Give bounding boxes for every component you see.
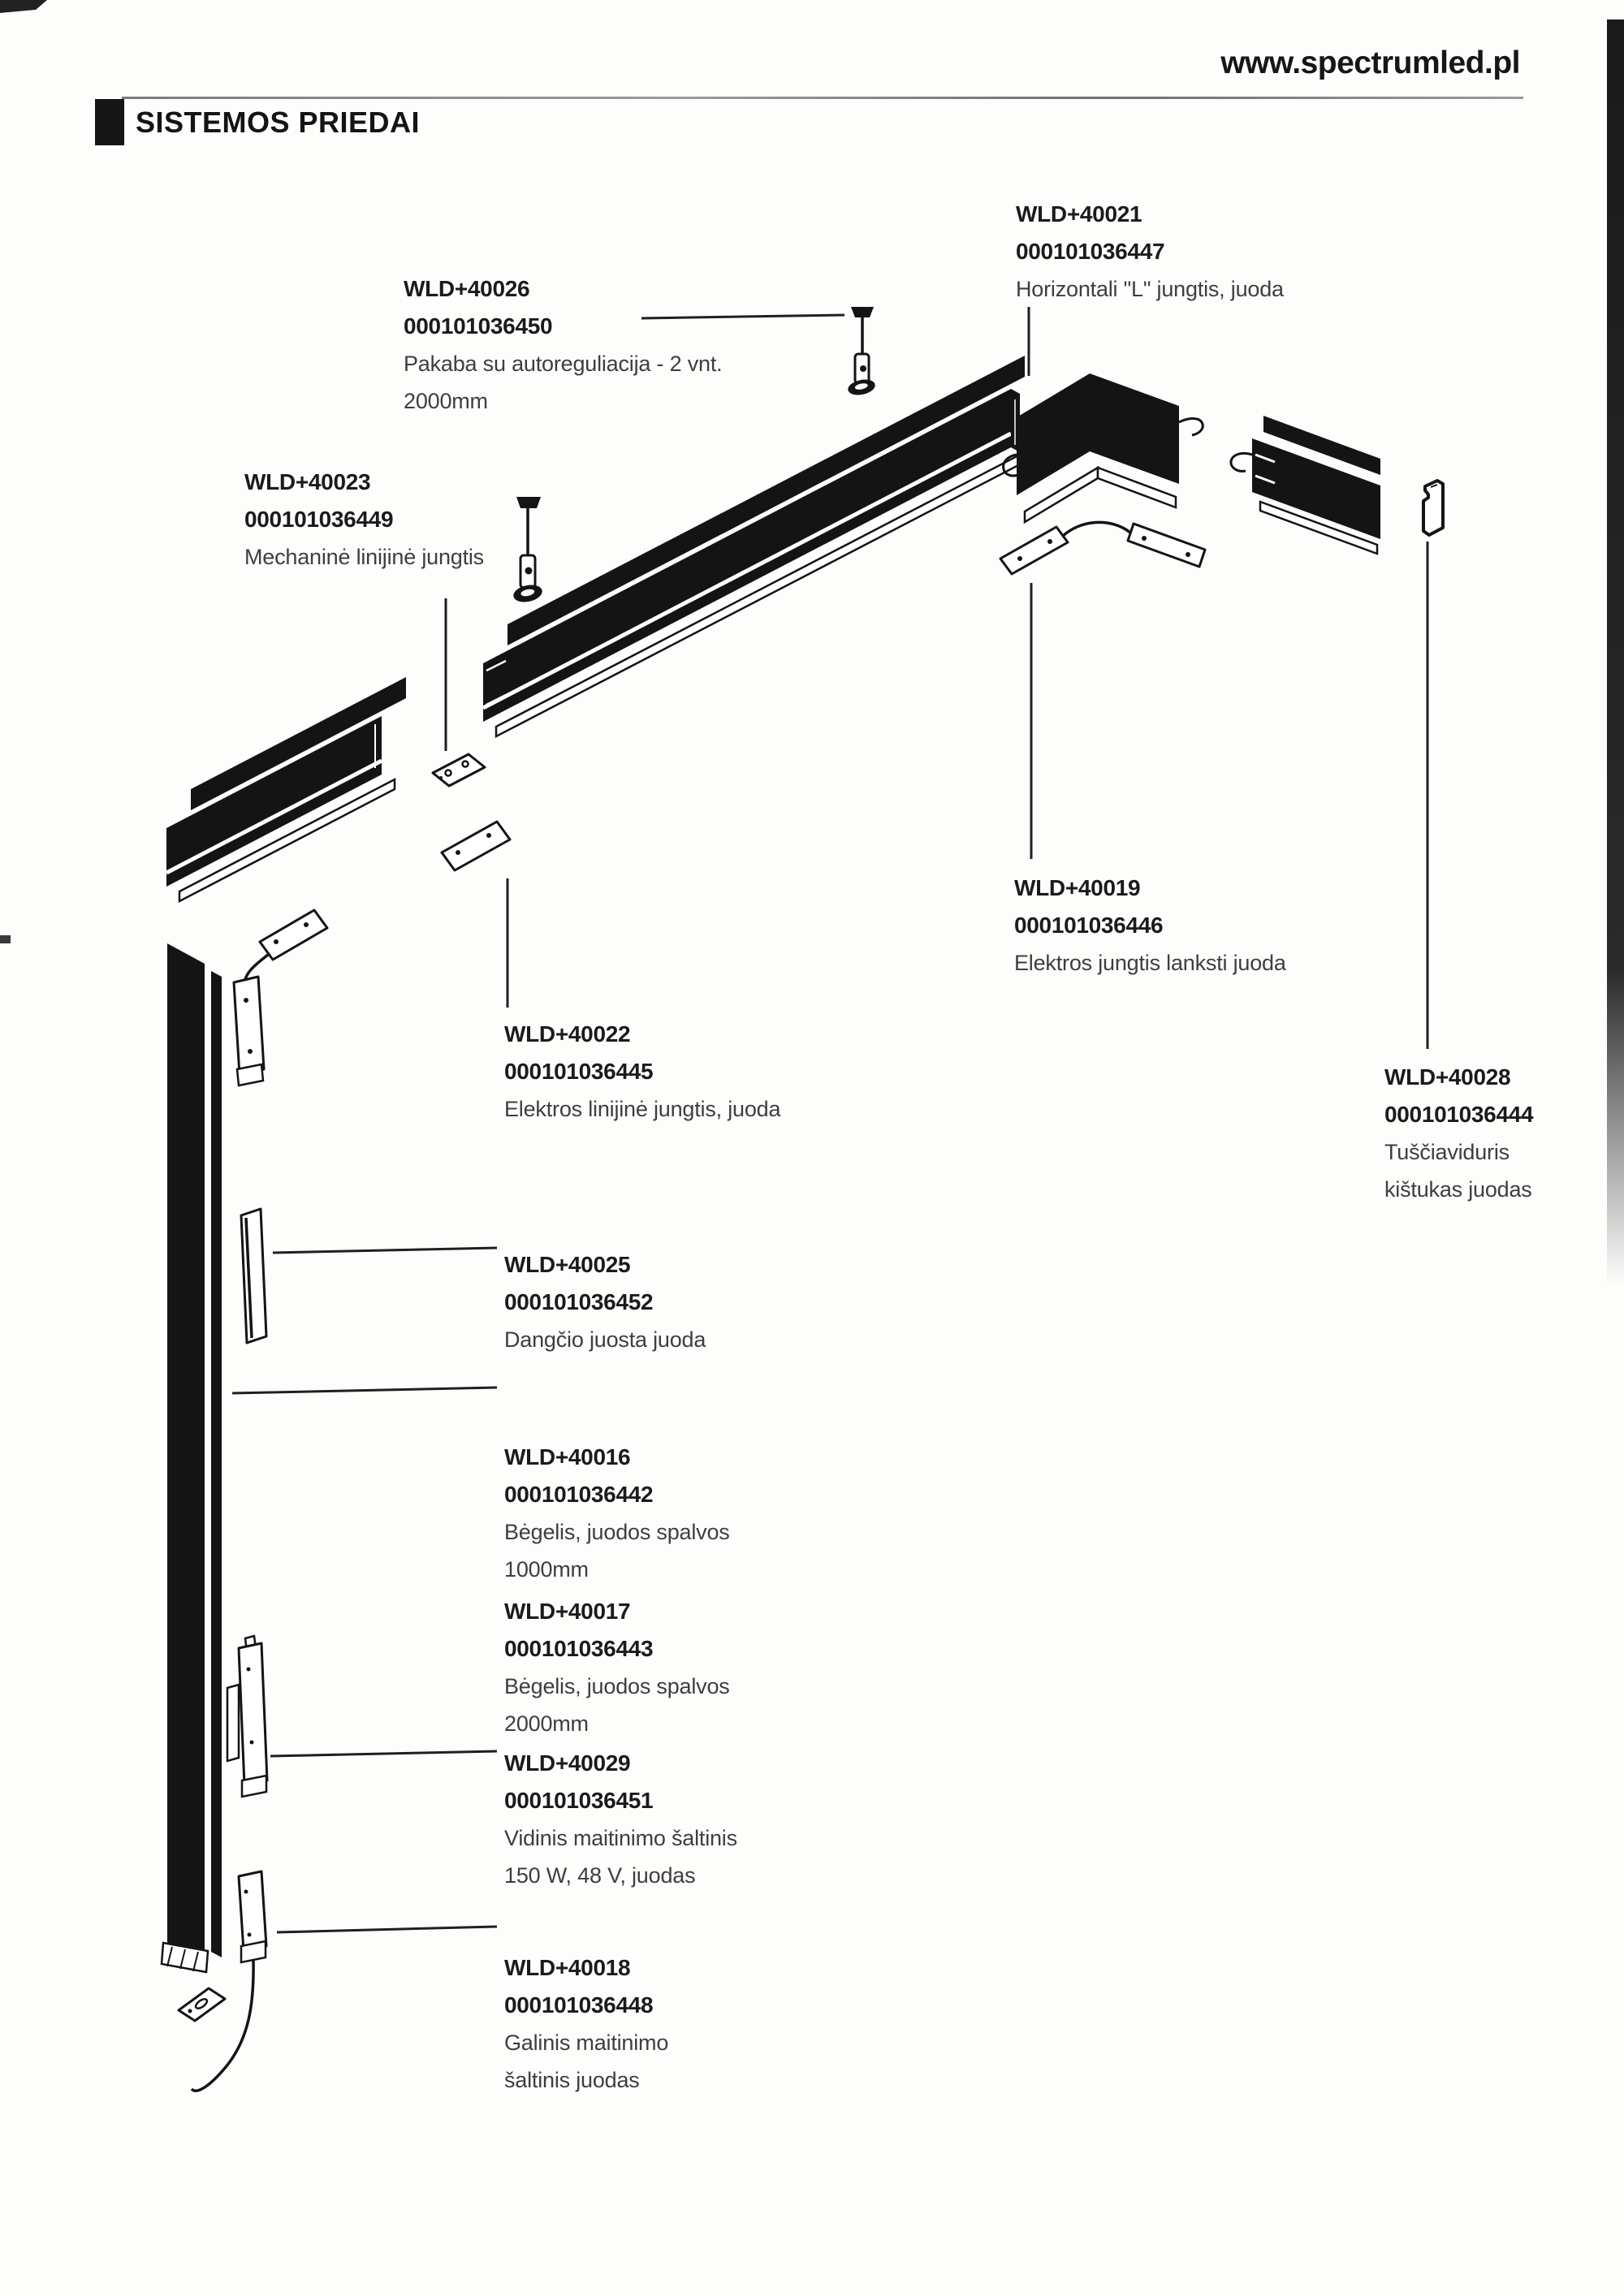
- part-sku: 000101036450: [404, 313, 553, 339]
- part-sku: 000101036446: [1014, 913, 1164, 938]
- part-code: WLD+40022: [504, 1021, 631, 1047]
- part-description: 1000mm: [504, 1557, 589, 1582]
- flexible-connector-icon: [234, 910, 327, 1085]
- part-label-wld40021: [1016, 196, 1284, 308]
- part-sku: 000101036447: [1016, 239, 1165, 264]
- internal-power-supply-icon: [227, 1636, 267, 1797]
- part-description: 2000mm: [504, 1711, 589, 1736]
- part-code: WLD+40023: [244, 469, 371, 494]
- part-label-wld40026: [404, 270, 722, 420]
- part-label-wld40025: [504, 1246, 706, 1358]
- part-description: Mechaninė linijinė jungtis: [244, 545, 484, 569]
- part-description: Galinis maitinimo: [504, 2031, 669, 2055]
- part-code: WLD+40026: [404, 276, 530, 301]
- part-description: Tuščiaviduris: [1384, 1140, 1510, 1164]
- part-code: WLD+40025: [504, 1252, 631, 1277]
- part-description: Bėgelis, juodos spalvos: [504, 1520, 730, 1544]
- part-code: WLD+40028: [1384, 1064, 1511, 1090]
- part-description: Dangčio juosta juoda: [504, 1327, 706, 1352]
- end-plug-icon: [1423, 481, 1443, 535]
- part-description: kištukas juodas: [1384, 1177, 1532, 1202]
- part-sku: 000101036443: [504, 1636, 654, 1661]
- part-code: WLD+40019: [1014, 875, 1141, 900]
- part-description: Pakaba su autoreguliacija - 2 vnt.: [404, 352, 723, 376]
- part-label-wld40019: [1014, 870, 1286, 982]
- website-url: www.spectrumled.pl: [1220, 45, 1520, 80]
- vertical-track-rail: [162, 943, 222, 1972]
- track-rail-segment: [166, 677, 406, 901]
- part-code: WLD+40029: [504, 1750, 631, 1776]
- suspension-pendant-icon: [847, 307, 877, 397]
- part-code: WLD+40016: [504, 1444, 631, 1470]
- corner-connector-icon: [1004, 373, 1203, 522]
- part-sku: 000101036449: [244, 507, 394, 532]
- part-label-wld40028: [1384, 1059, 1533, 1208]
- part-description: šaltinis juodas: [504, 2068, 640, 2092]
- part-label-wld40018: [504, 1949, 668, 2099]
- linear-electrical-connector-icon: [442, 822, 510, 870]
- suspension-pendant-icon: [512, 497, 543, 605]
- part-description: Elektros jungtis lanksti juoda: [1014, 951, 1286, 975]
- part-label-wld40023: [244, 464, 484, 576]
- part-sku: 000101036452: [504, 1289, 654, 1314]
- part-sku: 000101036442: [504, 1482, 654, 1507]
- flexible-connector-icon: [1000, 522, 1205, 574]
- part-label-wld40016: [504, 1439, 730, 1588]
- part-description: Elektros linijinė jungtis, juoda: [504, 1097, 781, 1121]
- part-sku: 000101036451: [504, 1788, 654, 1813]
- part-sku: 000101036444: [1384, 1102, 1534, 1127]
- part-code: WLD+40018: [504, 1955, 631, 1980]
- part-label-wld40017: [504, 1593, 730, 1742]
- part-description: Horizontali "L" jungtis, juoda: [1016, 277, 1284, 301]
- page-title: SISTEMOS PRIEDAI: [136, 106, 421, 139]
- part-code: WLD+40021: [1016, 201, 1142, 227]
- part-sku: 000101036445: [504, 1059, 654, 1084]
- part-label-wld40029: [504, 1745, 737, 1894]
- part-description: Bėgelis, juodos spalvos: [504, 1674, 730, 1698]
- part-sku: 000101036448: [504, 1992, 654, 2018]
- part-code: WLD+40017: [504, 1599, 631, 1624]
- cover-strip-icon: [241, 1209, 266, 1343]
- mechanical-connector-plate-icon: [433, 754, 485, 786]
- part-description: 2000mm: [404, 389, 488, 413]
- part-description: 150 W, 48 V, juodas: [504, 1863, 696, 1888]
- part-description: Vidinis maitinimo šaltinis: [504, 1826, 737, 1850]
- track-rail-segment: [1231, 416, 1380, 554]
- part-label-wld40022: [504, 1016, 780, 1128]
